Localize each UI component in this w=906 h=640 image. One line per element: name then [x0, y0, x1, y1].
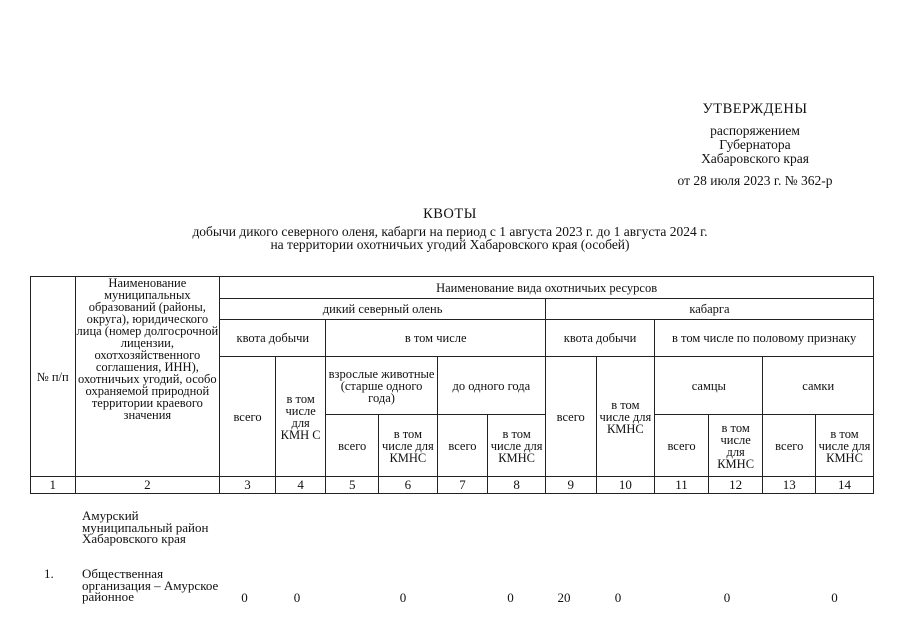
column-number: 3 — [220, 477, 276, 494]
header-resource-types: Наименование вида охотничьих ресурсов — [220, 277, 874, 299]
value-cell: 0 — [614, 590, 622, 605]
column-number: 9 — [545, 477, 596, 494]
column-number: 2 — [75, 477, 220, 494]
column-number: 11 — [655, 477, 709, 494]
table-row — [30, 562, 874, 622]
approval-line: Хабаровского края — [701, 151, 809, 166]
title-line-1: добычи дикого северного оленя, кабарги на период с 1 августа 2023 г. до 1 августа 2024 г. — [192, 224, 708, 239]
header-males: самцы — [655, 357, 763, 415]
column-number-row — [31, 477, 874, 494]
header-females: самки — [763, 357, 874, 415]
header-females-kmns: в том числе для КМНС — [816, 415, 874, 477]
column-number: 7 — [437, 477, 488, 494]
approval-block — [650, 102, 860, 188]
row-number: 1. — [44, 566, 54, 581]
approval-line: Губернатора — [719, 137, 791, 152]
approval-date: от 28 июля 2023 г. № 362-р — [677, 173, 833, 188]
header-males-total: всего — [655, 415, 709, 477]
table-body — [30, 500, 874, 622]
header-deer-kmns: в том числе для КМН С — [275, 357, 326, 477]
column-number: 14 — [816, 477, 874, 494]
header-deer: дикий северный олень — [220, 299, 546, 320]
value-cell: 0 — [507, 590, 514, 605]
header-adults-total: всего — [326, 415, 379, 477]
column-number: 5 — [326, 477, 379, 494]
organization-name: Общественная организация – Амурское районное — [82, 566, 219, 604]
header-musk: кабарга — [545, 299, 873, 320]
header-deer-total: всего — [220, 357, 276, 477]
column-number: 1 — [31, 477, 76, 494]
header-males-kmns: в том числе для КМНС — [708, 415, 763, 477]
value-cell: 20 — [557, 590, 571, 605]
header-musk-total: всего — [545, 357, 596, 477]
title-heading: КВОТЫ — [423, 206, 477, 222]
value-cell: 0 — [831, 590, 838, 605]
header-adults-kmns: в том числе для КМНС — [379, 415, 438, 477]
column-number: 10 — [596, 477, 655, 494]
quota-table — [30, 276, 874, 494]
header-young-total: всего — [437, 415, 488, 477]
column-number: 13 — [763, 477, 816, 494]
value-cell: 0 — [723, 590, 731, 605]
column-number: 8 — [488, 477, 546, 494]
column-number: 6 — [379, 477, 438, 494]
document-title — [120, 208, 780, 251]
district-name: Амурский муниципальный район Хабаровского края — [82, 508, 209, 546]
table-row — [30, 500, 874, 562]
header-deer-quota: квота добычи — [220, 320, 326, 357]
header-young-kmns: в том числе для КМНС — [488, 415, 546, 477]
header-females-total: всего — [763, 415, 816, 477]
header-young: до одного года — [437, 357, 545, 415]
approval-line: распоряжением — [710, 123, 800, 138]
header-deer-including: в том числе — [326, 320, 546, 357]
header-musk-kmns: в том числе для КМНС — [596, 357, 655, 477]
header-musk-quota: квота добычи — [545, 320, 654, 357]
value-cell: 0 — [399, 590, 407, 605]
header-adults: взрослые животные (старше одного года) — [326, 357, 437, 415]
column-number: 12 — [708, 477, 763, 494]
header-num: № п/п — [31, 277, 76, 477]
value-cell: 0 — [241, 590, 248, 605]
header-name: Наименование муниципальных образований (районы, округа), юридического лица (номер долгосрочной лицензии, охотхозяйственного соглашения, ИНН), охотничьих угодий, особо охраняемой природной территории краевого значения — [75, 277, 220, 477]
value-cell: 0 — [293, 590, 301, 605]
approval-heading: УТВЕРЖДЕНЫ — [702, 101, 808, 117]
column-number: 4 — [275, 477, 326, 494]
header-musk-including-sex: в том числе по половому признаку — [655, 320, 874, 357]
title-line-2: на территории охотничьих угодий Хабаровского края (особей) — [270, 237, 630, 252]
